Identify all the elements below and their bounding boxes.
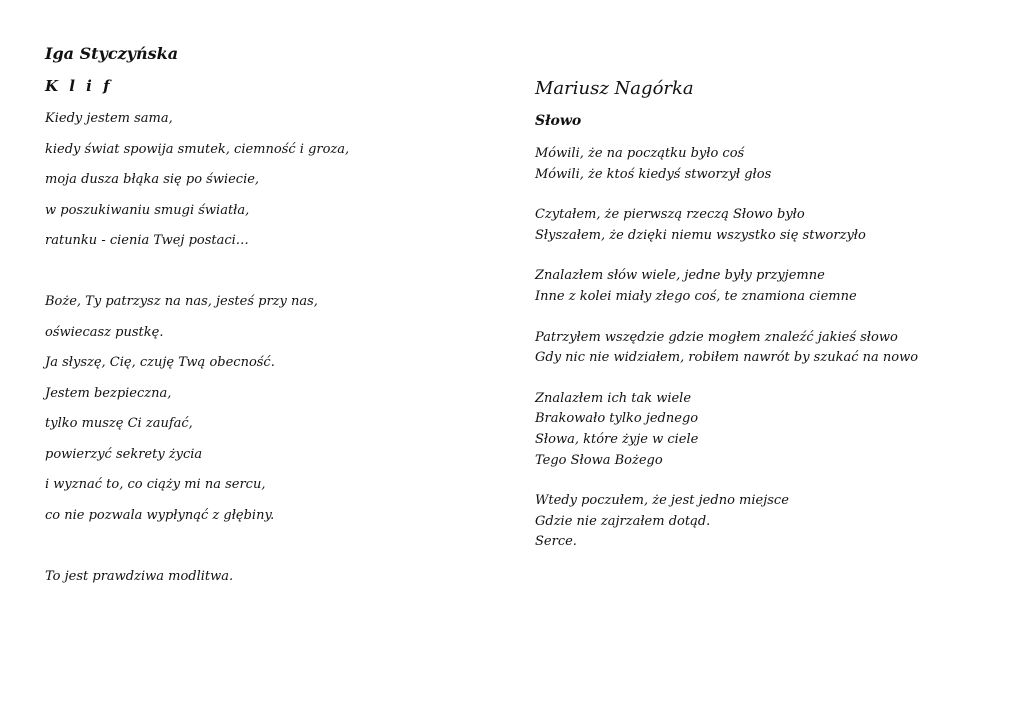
- left-poem-lines: [45, 104, 485, 592]
- poem-line: Tego Słowa Bożego: [535, 452, 663, 468]
- stanza-break: [45, 257, 485, 288]
- poem-stanza: [535, 389, 1005, 471]
- poem-stanza: [535, 491, 1005, 553]
- poem-stanza: [535, 266, 1005, 307]
- poem-line: Mówili, że na początku było coś: [535, 146, 745, 161]
- poem-line: Inne z kolei miały złego coś, te znamiona ciemne: [535, 288, 857, 304]
- poem-line: Ja słyszę, Cię, czuję Twą obecność.: [45, 355, 275, 370]
- right-poem-title: Słowo: [535, 113, 582, 129]
- poem-line: Patrzyłem wszędzie gdzie mogłem znaleźć jakieś słowo: [535, 329, 898, 345]
- left-poem-title: K l i f: [45, 77, 113, 95]
- right-poem: [535, 76, 1005, 573]
- poem-stanza: [535, 205, 1005, 246]
- poem-line: Znalazłem ich tak wiele: [535, 390, 692, 406]
- poem-line: ratunku - cienia Twej postaci…: [45, 233, 249, 248]
- right-poem-stanzas: [535, 144, 1005, 553]
- poem-line: To jest prawdziwa modlitwa.: [45, 568, 234, 584]
- stanza-break: [45, 531, 485, 562]
- left-poem-author: Iga Styczyńska: [45, 44, 179, 63]
- poem-line: Jestem bezpieczna,: [45, 385, 172, 401]
- poem-line: kiedy świat spowija smutek, ciemność i groza,: [45, 141, 350, 157]
- poem-line: i wyznać to, co ciąży mi na sercu,: [45, 477, 266, 492]
- poem-line: Gdy nic nie widziałem, robiłem nawrót by szukać na nowo: [535, 350, 919, 366]
- poem-line: moja dusza błąka się po świecie,: [45, 172, 260, 187]
- poem-line: co nie pozwala wypłynąć z głębiny.: [45, 507, 275, 523]
- poem-line: Słowa, które żyje w ciele: [535, 431, 699, 447]
- poem-line: Gdzie nie zajrzałem dotąd.: [535, 513, 711, 529]
- poem-line: Znalazłem słów wiele, jedne były przyjemne: [535, 268, 825, 284]
- poem-line: oświecasz pustkę.: [45, 324, 164, 340]
- left-poem: [45, 42, 485, 592]
- poem-line: Serce.: [535, 534, 577, 550]
- poem-line: Mówili, że ktoś kiedyś stworzył głos: [535, 166, 772, 182]
- poem-line: Słyszałem, że dzięki niemu wszystko się stworzyło: [535, 227, 866, 243]
- poem-line: Kiedy jestem sama,: [45, 111, 173, 126]
- poem-line: Boże, Ty patrzysz na nas, jesteś przy nas,: [45, 294, 318, 309]
- poem-line: Brakowało tylko jednego: [535, 411, 699, 427]
- poem-line: Wtedy poczułem, że jest jedno miejsce: [535, 493, 789, 509]
- poem-stanza: [535, 328, 1005, 369]
- poem-line: w poszukiwaniu smugi światła,: [45, 202, 250, 218]
- poem-stanza: [535, 144, 1005, 185]
- poem-line: powierzyć sekrety życia: [45, 446, 203, 462]
- right-poem-author: Mariusz Nagórka: [535, 78, 694, 99]
- poem-line: tylko muszę Ci zaufać,: [45, 416, 193, 431]
- poem-line: Czytałem, że pierwszą rzeczą Słowo było: [535, 207, 805, 223]
